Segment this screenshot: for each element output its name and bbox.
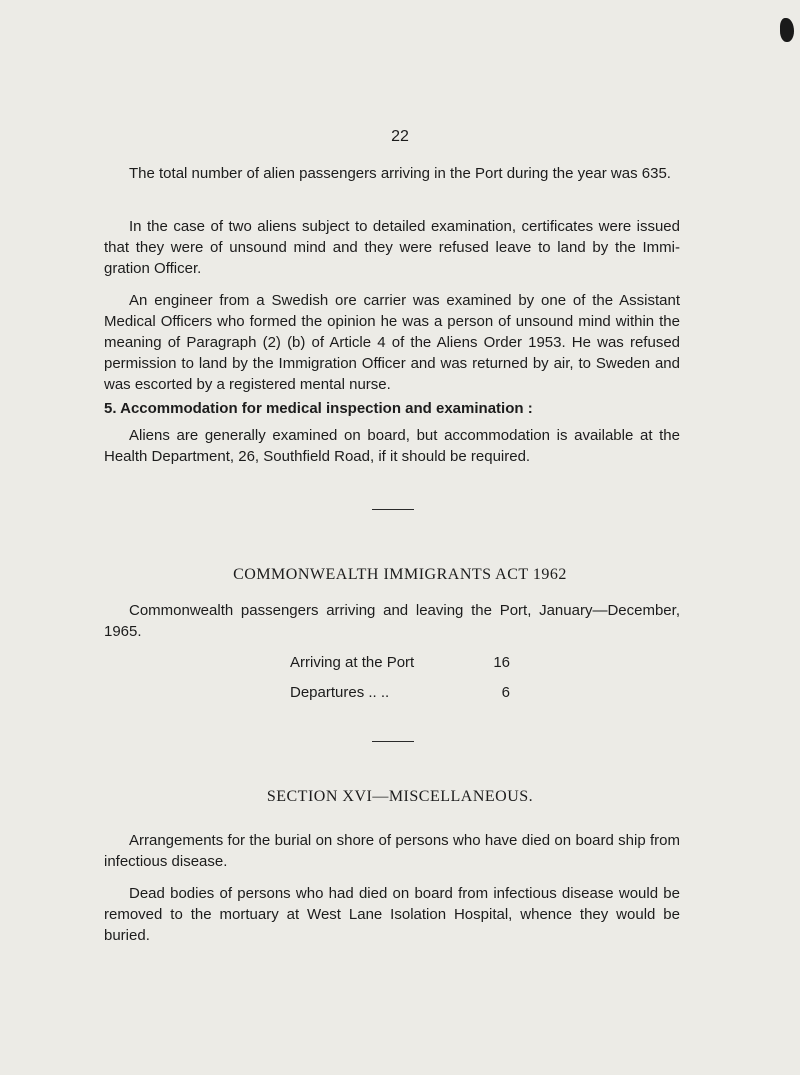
paragraph-accommodation <box>104 425 680 467</box>
paragraph-alien-total <box>104 163 680 184</box>
commonwealth-stats <box>290 648 510 708</box>
commonwealth-intro <box>104 600 680 642</box>
stat-value: 16 <box>493 654 510 671</box>
paragraph-burial-arrangements <box>104 830 680 872</box>
scan-mark <box>780 18 794 42</box>
section-5-heading: 5. Accommodation for medical inspection and examination : <box>104 400 533 417</box>
divider <box>372 741 414 742</box>
stat-value: 6 <box>501 684 510 701</box>
stat-row-departures <box>290 678 510 708</box>
paragraph-text: Aliens are generally examined on board, but accommodation is available at the Health Department, 26, Southfield Road, if it should be required. <box>104 427 680 465</box>
stat-label: Arriving at the Port <box>290 654 415 671</box>
paragraph-text: An engineer from a Swedish ore carrier was examined by one of the Assistant Medical Officers who formed the opinion he was a person of unsound mind within the meaning of Paragraph (2) (b) of Article 4 of the Aliens Order 1953. He was refused permission to land by the Immigration Officer and was returned by air, to Sweden and was escorted by a registered mental nurse. <box>104 292 680 393</box>
stat-label: Departures .. .. <box>290 684 390 701</box>
divider <box>372 509 414 510</box>
paragraph-unsound-aliens <box>104 216 680 279</box>
paragraph-text: In the case of two aliens subject to detailed examination, certificates were issued that they were of unsound mind and they were refused leave to land by the Immi- gration Officer. <box>104 218 680 277</box>
paragraph-text: Arrangements for the burial on shore of persons who have died on board ship from infectious disease. <box>104 832 680 870</box>
paragraph-dead-bodies <box>104 883 680 946</box>
paragraph-swedish-engineer <box>104 290 680 395</box>
stat-row-arriving <box>290 648 510 678</box>
page-number: 22 <box>391 128 409 145</box>
paragraph-text: Commonwealth passengers arriving and leaving the Port, January—December, 1965. <box>104 602 680 640</box>
paragraph-text: The total number of alien passengers arriving in the Port during the year was 635. <box>129 165 671 182</box>
section-16-title: SECTION XVI—MISCELLANEOUS. <box>266 788 534 805</box>
commonwealth-title: COMMONWEALTH IMMIGRANTS ACT 1962 <box>233 566 567 583</box>
paragraph-text: Dead bodies of persons who had died on board from infectious disease would be removed to the mortuary at West Lane Isolation Hospital, whence they would be buried. <box>104 885 680 944</box>
